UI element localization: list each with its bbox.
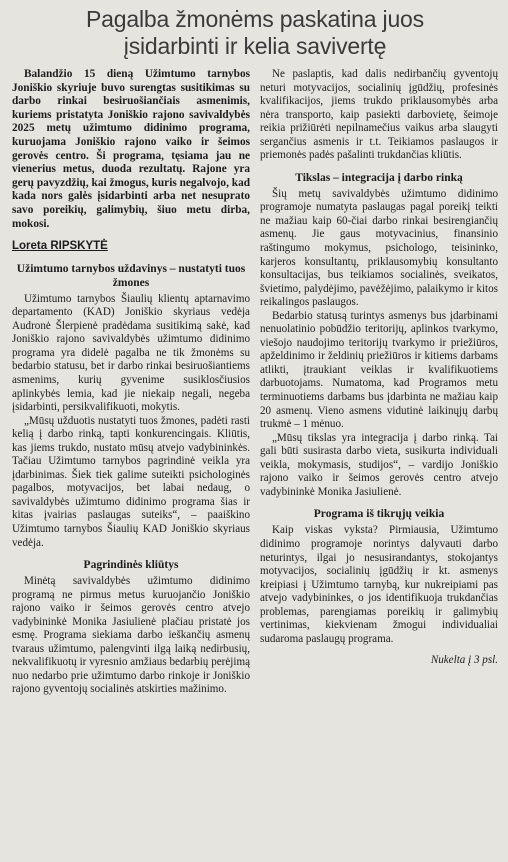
paragraph: Užimtumo tarnybos Šiaulių klientų aptarnavimo departamento (KAD) Joniškio skyriaus vedėja Audronė Šlerpienė pradėdama susitikimą sakė, kad Joniškio rajono savivaldybės užimtumo didinimo programa yra didelė pagalba ne tik žmonėms su bedarbio statusu, bet ir darbo rinkai besiruošiantiems asmenims, kurių gyvenime susiklosčiusios aplinkybės lemia, kad jie niekaip negali, negeba įsidarbinti, persikvalifikuoti, mokytis.	[12, 292, 250, 414]
author-byline: Loreta RIPSKYTĖ	[12, 240, 108, 253]
headline-line-1: Pagalba žmonėms paskatina juos	[86, 6, 424, 32]
left-column	[12, 68, 250, 697]
headline-line-2: įsidarbinti ir kelia savivertę	[123, 33, 387, 59]
paragraph: „Mūsų užduotis nustatyti tuos žmones, padėti rasti kelią į darbo rinką, tapti konkurencingais. Kliūtis, kas jiems trukdo, nustato mūsų atvejo vadybininkės. Tačiau Užimtumo tarnybos pagrindinė veikla yra įdarbinimas. Šiek tiek galime suteikti psichologinės pagalbos, motyvacijos, bet labai nedaug, o savivaldybės užimtumo didinimo programa šias ir kitas įvairias paslaugas suteiks“, – paaiškino Užimtumo tarnybos Šiaulių KAD Joniškio skyriaus vedėja.	[12, 414, 250, 549]
article-headline	[12, 6, 498, 60]
paragraph: Bedarbio statusą turintys asmenys bus įdarbinami nenuolatinio pobūdžio teritorijų, aplinkos tvarkymo, viešojo naudojimo teritorijų tvarkymo ir priežiūros, apželdinimo ir želdinių priežiūros ir kitiems darbams atlikti, įtraukiant veiklas ir kvalifikuotiems darbuotojams. Numatoma, kad Programos metu terminuotiems darbams bus įdarbinta ne mažiau kaip 20 asmenų. Vieno asmens vidutinė laikinųjų darbų trukmė – 1 mėnuo.	[260, 309, 498, 431]
paragraph: „Mūsų tikslas yra integracija į darbo rinką. Tai gali būti susirasta darbo vieta, susikurta individuali veikla, mokymasis, studijos“, – vardijo Joniškio rajono vaiko ir šeimos gerovės centro atvejo vadybininkė Monika Jasiulienė.	[260, 431, 498, 498]
continued-note: Nukelta į 3 psl.	[430, 654, 498, 667]
paragraph: Minėtą savivaldybės užimtumo didinimo programą ne pirmus metus kuruojančio Joniškio rajono vaiko ir šeimos gerovės centro atvejo vadybininkė Monika Jasiulienė plačiau pristatė jos esmę. Programa siekiama darbo ieškančių asmenų tvarаus užimtumo, palengvinti ilgą laiką nedirbusių, nekvalifikuotų ir vyresnio amžiaus bedarbių perėjimą nuo nedarbo prie užimtumo darbo rinkoje ir Joniškio rajono gyventojų socialinės atskirties mažinimo.	[12, 575, 250, 696]
section-heading-3: Tikslas – integracija į darbo rinką	[295, 171, 463, 184]
article-lead: Balandžio 15 dieną Užimtumo tarnybos Joniškio skyriuje buvo surengtas susitikimas su darbo rinkai besiruošiančiais asmenimis, kuriems pristatyta Joniškio rajono savivaldybės 2025 metų užimtumo didinimo programa, kuruojama Joniškio rajono vaiko ir šeimos gerovės centro. Ši programa, tęsiama jau ne vienerius metus, duoda rezultatų. Rajone yra gerų pavyzdžių, kai žmogus, kuris negalvojo, kad kada nors galės įsidarbinti arba net nesuprato savo poreikių, galimybių, šiuo metu dirba, mokosi.	[12, 68, 250, 230]
paragraph: Kaip viskas vyksta? Pirmiausia, Užimtumo didinimo programoje norintys dalyvauti darbo neturintys, ilgai jo nesusirandantys, stokojantys motyvacijos, socialinių įgūdžių ir kt. asmenys kreipiasi į Užimtumo tarnybą, kur nukreipiami pas atvejo vadybininkes, o jos identifikuoja trukdančias problemas, parengiamas poreikių ir galimybių vertinimas, kiekvienam žmogui individualiai sudaroma paslaugų programa.	[260, 524, 498, 645]
section-heading-4: Programa iš tikrųjų veikia	[313, 508, 445, 521]
paragraph: Ne paslaptis, kad dalis nedirbančių gyventojų neturi motyvacijos, socialinių įgūdžių, profesinės kvalifikacijos, jiems trukdo priklausomybės arba nėra transporto, kaip pasiekti darbovietę, šeimoje reikia prižiūrėti nepilnamečius vaikus arba slaugyti sergančius asmenis ir t.t. Teikiamos paslaugos ir priemonės padės pašalinti trukdančias kliūtis.	[260, 68, 498, 162]
section-heading-1: Užimtumo tarnybos uždavinys – nustatyti tuos žmones	[16, 262, 246, 289]
section-heading-2: Pagrindinės kliūtys	[83, 559, 179, 572]
paragraph: Šių metų savivaldybės užimtumo didinimo programoje numatyta paslaugas pagal poreikį teikti ne mažiau kaip 60-čiai darbo rinkai besirengiančių asmenų. Jie gaus motyvacinius, finansinio raštingumo mokymus, psichologo, teisininko, karjeros konsultantų, priklausomybių konsultanto konsultacijas, bus teikiamos socialinės, sveikatos, švietimo, palydėjimo, pavėžėjimo, palaikymo ir kitos reikalingos paslaugos.	[260, 187, 498, 309]
right-column	[260, 68, 498, 697]
article-columns	[12, 68, 498, 697]
